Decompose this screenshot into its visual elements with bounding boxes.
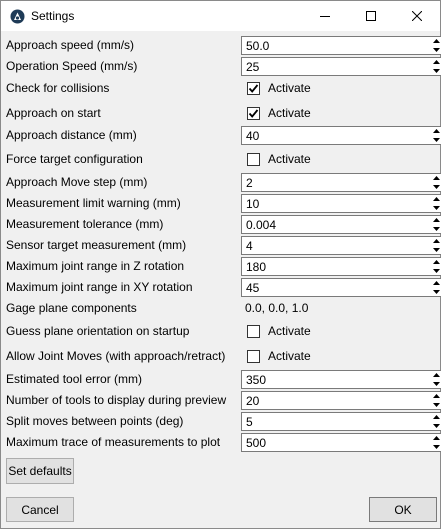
spin-down-icon[interactable] <box>430 380 441 388</box>
setting-row-check-for-collisions <box>6 79 438 98</box>
setting-label: Operation Speed (mm/s) <box>6 59 138 73</box>
spinbox-value[interactable]: 10 <box>246 197 260 211</box>
setting-label: Maximum joint range in XY rotation <box>6 280 193 294</box>
spin-arrows <box>430 174 441 191</box>
setting-row-guess-plane-orientation-on-startup <box>6 322 438 341</box>
spin-down-icon[interactable] <box>430 67 441 75</box>
checkbox-label[interactable]: Activate <box>268 349 311 363</box>
title-bar[interactable] <box>1 1 440 31</box>
window-title: Settings <box>31 9 75 23</box>
setting-label: Approach distance (mm) <box>6 128 137 142</box>
spin-up-icon[interactable] <box>430 37 441 45</box>
spin-arrows <box>430 127 441 144</box>
spin-up-icon[interactable] <box>430 392 441 400</box>
setting-row-measurement-limit-warning <box>6 194 438 213</box>
spin-up-icon[interactable] <box>430 216 441 224</box>
setting-label: Maximum trace of measurements to plot <box>6 435 221 449</box>
spin-down-icon[interactable] <box>430 443 441 451</box>
setting-row-approach-move-step <box>6 173 438 192</box>
spin-down-icon[interactable] <box>430 288 441 296</box>
approach-speed-spinbox[interactable] <box>241 36 441 55</box>
checkbox-label[interactable]: Activate <box>268 81 311 95</box>
setting-row-maximum-trace-of-measurements-to-plot <box>6 433 438 452</box>
setting-row-approach-on-start <box>6 104 438 123</box>
spinbox-value[interactable]: 20 <box>246 394 260 408</box>
checkbox-label[interactable]: Activate <box>268 106 311 120</box>
spin-arrows <box>430 279 441 296</box>
spinbox-value[interactable]: 40 <box>246 129 260 143</box>
spinbox-value[interactable]: 45 <box>246 281 260 295</box>
setting-label: Approach speed (mm/s) <box>6 38 135 52</box>
spin-arrows <box>430 237 441 254</box>
spin-down-icon[interactable] <box>430 136 441 144</box>
setting-label: Check for collisions <box>6 81 110 95</box>
spin-arrows <box>430 258 441 275</box>
approach-on-start-checkbox[interactable] <box>247 107 260 120</box>
spin-arrows <box>430 434 441 451</box>
spin-down-icon[interactable] <box>430 401 441 409</box>
approach-move-step-spinbox[interactable] <box>241 173 441 192</box>
setting-label: Approach on start <box>6 106 101 120</box>
spin-arrows <box>430 371 441 388</box>
spin-up-icon[interactable] <box>430 195 441 203</box>
set-defaults-button[interactable]: Set defaults <box>6 458 74 484</box>
spinbox-value[interactable]: 2 <box>246 176 253 190</box>
spinbox-value[interactable]: 0.004 <box>246 218 277 232</box>
setting-row-approach-speed <box>6 36 438 55</box>
close-icon[interactable] <box>394 1 440 31</box>
spinbox-value[interactable]: 500 <box>246 436 267 450</box>
setting-row-allow-joint-moves <box>6 347 438 366</box>
spin-arrows <box>430 392 441 409</box>
spin-up-icon[interactable] <box>430 434 441 442</box>
setting-row-force-target-configuration <box>6 150 438 169</box>
setting-row-operation-speed <box>6 57 438 76</box>
setting-label: Guess plane orientation on startup <box>6 324 190 338</box>
maximum-joint-range-in-xy-rotation-spinbox[interactable] <box>241 278 441 297</box>
spin-down-icon[interactable] <box>430 46 441 54</box>
checkbox-label[interactable]: Activate <box>268 324 311 338</box>
checkmark-icon <box>248 108 259 119</box>
allow-joint-moves-checkbox[interactable] <box>247 350 260 363</box>
setting-label: Force target configuration <box>6 152 143 166</box>
setting-row-maximum-joint-range-in-xy-rotation <box>6 278 438 297</box>
gage-plane-components-value: 0.0, 0.0, 1.0 <box>245 301 309 315</box>
app-logo-icon <box>10 9 25 24</box>
spin-arrows <box>430 195 441 212</box>
setting-row-gage-plane-components <box>6 299 438 318</box>
setting-row-maximum-joint-range-in-z-rotation <box>6 257 438 276</box>
spinbox-value[interactable]: 180 <box>246 260 267 274</box>
setting-row-number-of-tools-to-display-during-preview <box>6 391 438 410</box>
setting-label: Estimated tool error (mm) <box>6 372 143 386</box>
spin-up-icon[interactable] <box>430 413 441 421</box>
setting-label: Gage plane components <box>6 301 137 315</box>
setting-label: Split moves between points (deg) <box>6 414 184 428</box>
maximum-trace-of-measurements-to-plot-spinbox[interactable] <box>241 433 441 452</box>
spin-down-icon[interactable] <box>430 246 441 254</box>
spinbox-value[interactable]: 350 <box>246 373 267 387</box>
spin-up-icon[interactable] <box>430 127 441 135</box>
force-target-configuration-checkbox[interactable] <box>247 153 260 166</box>
ok-button[interactable]: OK <box>369 497 437 522</box>
number-of-tools-to-display-during-preview-spinbox[interactable] <box>241 391 441 410</box>
setting-row-measurement-tolerance <box>6 215 438 234</box>
setting-label: Approach Move step (mm) <box>6 175 148 189</box>
setting-label: Sensor target measurement (mm) <box>6 238 187 252</box>
guess-plane-orientation-on-startup-checkbox[interactable] <box>247 325 260 338</box>
maximum-joint-range-in-z-rotation-spinbox[interactable] <box>241 257 441 276</box>
spin-arrows <box>430 216 441 233</box>
setting-label: Measurement limit warning (mm) <box>6 196 181 210</box>
spin-arrows <box>430 58 441 75</box>
setting-label: Measurement tolerance (mm) <box>6 217 164 231</box>
setting-row-estimated-tool-error <box>6 370 438 389</box>
spin-down-icon[interactable] <box>430 267 441 275</box>
spin-down-icon[interactable] <box>430 183 441 191</box>
spin-up-icon[interactable] <box>430 58 441 66</box>
spin-up-icon[interactable] <box>430 371 441 379</box>
spin-down-icon[interactable] <box>430 422 441 430</box>
minimize-icon[interactable] <box>302 1 348 31</box>
spin-down-icon[interactable] <box>430 225 441 233</box>
maximize-icon[interactable] <box>348 1 394 31</box>
spin-up-icon[interactable] <box>430 174 441 182</box>
split-moves-between-points-spinbox[interactable] <box>241 412 441 431</box>
spinbox-value[interactable]: 5 <box>246 415 253 429</box>
setting-row-approach-distance <box>6 126 438 145</box>
approach-distance-spinbox[interactable] <box>241 126 441 145</box>
spin-arrows <box>430 413 441 430</box>
setting-row-sensor-target-measurement <box>6 236 438 255</box>
setting-row-split-moves-between-points <box>6 412 438 431</box>
measurement-limit-warning-spinbox[interactable] <box>241 194 441 213</box>
cancel-button[interactable]: Cancel <box>6 497 74 522</box>
spin-up-icon[interactable] <box>430 237 441 245</box>
checkmark-icon <box>248 83 259 94</box>
measurement-tolerance-spinbox[interactable] <box>241 215 441 234</box>
setting-label: Maximum joint range in Z rotation <box>6 259 185 273</box>
checkbox-label[interactable]: Activate <box>268 152 311 166</box>
estimated-tool-error-spinbox[interactable] <box>241 370 441 389</box>
spinbox-value[interactable]: 50.0 <box>246 39 270 53</box>
setting-label: Allow Joint Moves (with approach/retract) <box>6 349 226 363</box>
sensor-target-measurement-spinbox[interactable] <box>241 236 441 255</box>
operation-speed-spinbox[interactable] <box>241 57 441 76</box>
spin-down-icon[interactable] <box>430 204 441 212</box>
check-for-collisions-checkbox[interactable] <box>247 82 260 95</box>
spinbox-value[interactable]: 25 <box>246 60 260 74</box>
spin-up-icon[interactable] <box>430 258 441 266</box>
setting-label: Number of tools to display during preview <box>6 393 227 407</box>
spin-arrows <box>430 37 441 54</box>
spin-up-icon[interactable] <box>430 279 441 287</box>
spinbox-value[interactable]: 4 <box>246 239 253 253</box>
